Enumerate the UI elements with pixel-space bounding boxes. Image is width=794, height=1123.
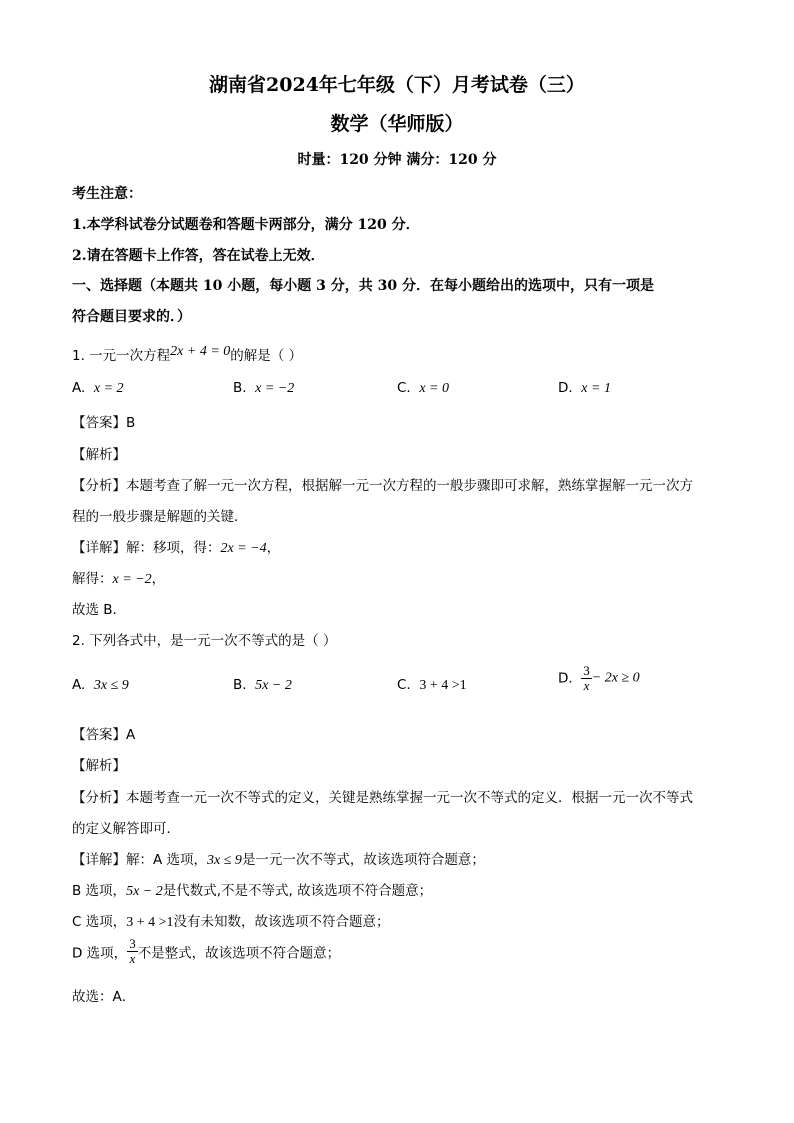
q2-analysis-tag: 【解析】 (72, 758, 126, 774)
q1-option-d-value: x = 1 (581, 381, 611, 396)
q2-option-b-value: 5x − 2 (255, 678, 292, 693)
q2-detail-a-pre: 【详解】解：A 选项， (72, 852, 208, 868)
q1-detail (72, 536, 280, 557)
q1-option-d-label: D. (558, 380, 573, 396)
q2-detail-c (72, 910, 390, 931)
q2-detail-b (72, 879, 432, 900)
page-title: 湖南省2024年七年级（下）月考试卷（三） (209, 74, 585, 96)
q1-option-b-value: x = −2 (255, 381, 295, 396)
q2-detail-b-math: 5x − 2 (126, 884, 163, 899)
q2-detail-b-pre: B 选项， (72, 883, 127, 899)
q2-detail-d-pre: D 选项， (72, 945, 128, 962)
q1-option-d (558, 380, 611, 397)
q1-conclusion: 故选 B． (72, 602, 127, 618)
q2-option-d-rest: − 2x ≥ 0 (591, 670, 640, 686)
q2-conclusion: 故选：A． (72, 989, 136, 1005)
q2-option-c (397, 677, 467, 694)
q2-analysis-line2: 的定义解答即可． (72, 821, 180, 837)
q2-option-d (558, 664, 640, 693)
q2-detail-b-post: 是代数式,不是不等式, 故该选项不符合题意； (162, 883, 433, 899)
q1-stem-post: 的解是（ ） (230, 348, 303, 364)
q1-detail-math: 2x = −4 (220, 541, 267, 556)
q2-detail-a-math: 3x ≤ 9 (207, 853, 242, 868)
q2-detail-a (72, 848, 485, 869)
q2-option-d-denominator: x (583, 678, 590, 693)
section-heading-line1: 一、选择题（本题共 10 小题，每小题 3 分，共 30 分．在每小题给出的选项中，只有一项是 (72, 278, 654, 294)
q2-detail-c-math: 3 + 4 >1 (126, 915, 174, 930)
q1-solve (72, 567, 165, 588)
q2-option-a-label: A. (72, 677, 86, 693)
q1-stem-math: 2x + 4 = 0 (170, 344, 231, 359)
q1-option-a-label: A. (72, 380, 86, 396)
q1-option-c (397, 380, 449, 397)
q1-stem (72, 344, 302, 365)
q2-detail-c-pre: C 选项， (72, 914, 127, 930)
q2-detail-d-denominator: x (129, 951, 136, 966)
q1-analysis-line1: 【分析】本题考查了解一元一次方程，根据解一元一次方程的一般步骤即可求解，熟练掌握解一元一次方 (72, 478, 693, 494)
q2-option-c-value: 3 + 4 >1 (419, 678, 467, 693)
q2-detail-d-numerator: 3 (129, 936, 136, 951)
q1-stem-pre: 1. 一元一次方程 (72, 348, 171, 364)
q2-detail-d (72, 937, 340, 966)
time-score-line: 时量：120 分钟 满分：120 分 (297, 152, 497, 168)
q2-option-c-label: C. (397, 677, 411, 693)
notice-item-1: 1.本学科试卷分试题卷和答题卡两部分，满分 120 分． (72, 217, 420, 233)
q1-option-c-value: x = 0 (419, 381, 449, 396)
q2-option-d-fraction (581, 664, 592, 693)
notice-item-2: 2.请在答题卡上作答，答在试卷上无效． (72, 248, 325, 264)
q1-answer: 【答案】B (72, 415, 136, 431)
notice-heading: 考生注意： (72, 186, 142, 202)
q1-option-b-label: B. (233, 380, 247, 396)
q2-stem: 2. 下列各式中，是一元一次不等式的是（ ） (72, 633, 337, 649)
q1-option-a (72, 380, 124, 397)
q1-detail-post: ， (266, 540, 281, 556)
q1-solve-math: x = −2 (112, 572, 152, 587)
q1-solve-pre: 解得： (72, 571, 113, 587)
q1-option-a-value: x = 2 (93, 381, 124, 396)
q1-detail-pre: 【详解】解：移项，得： (72, 540, 221, 556)
q2-analysis-line1: 【分析】本题考查一元一次不等式的定义，关键是熟练掌握一元一次不等式的定义．根据一元一次不等式 (72, 790, 693, 806)
q2-option-d-numerator: 3 (583, 663, 590, 678)
q2-detail-d-post: 不是整式，故该选项不符合题意； (137, 945, 341, 962)
q2-option-a (72, 677, 129, 694)
q2-option-b-label: B. (233, 677, 247, 693)
q2-detail-c-post: 没有未知数，故该选项不符合题意； (173, 914, 390, 930)
q1-solve-post: ， (151, 571, 166, 587)
q2-option-a-value: 3x ≤ 9 (93, 678, 129, 693)
q2-detail-a-post: 是一元一次不等式，故该选项符合题意； (241, 852, 485, 868)
q1-option-b (233, 380, 294, 397)
q1-option-c-label: C. (397, 380, 411, 396)
q2-answer: 【答案】A (72, 727, 136, 743)
section-heading-line2: 符合题目要求的．） (72, 309, 191, 325)
q1-analysis-tag: 【解析】 (72, 447, 126, 463)
page-subtitle: 数学（华师版） (330, 113, 464, 135)
q2-option-d-label: D. (558, 670, 573, 687)
q2-option-b (233, 677, 292, 694)
q2-detail-d-fraction (127, 937, 138, 966)
q1-analysis-line2: 程的一般步骤是解题的关键． (72, 509, 248, 525)
